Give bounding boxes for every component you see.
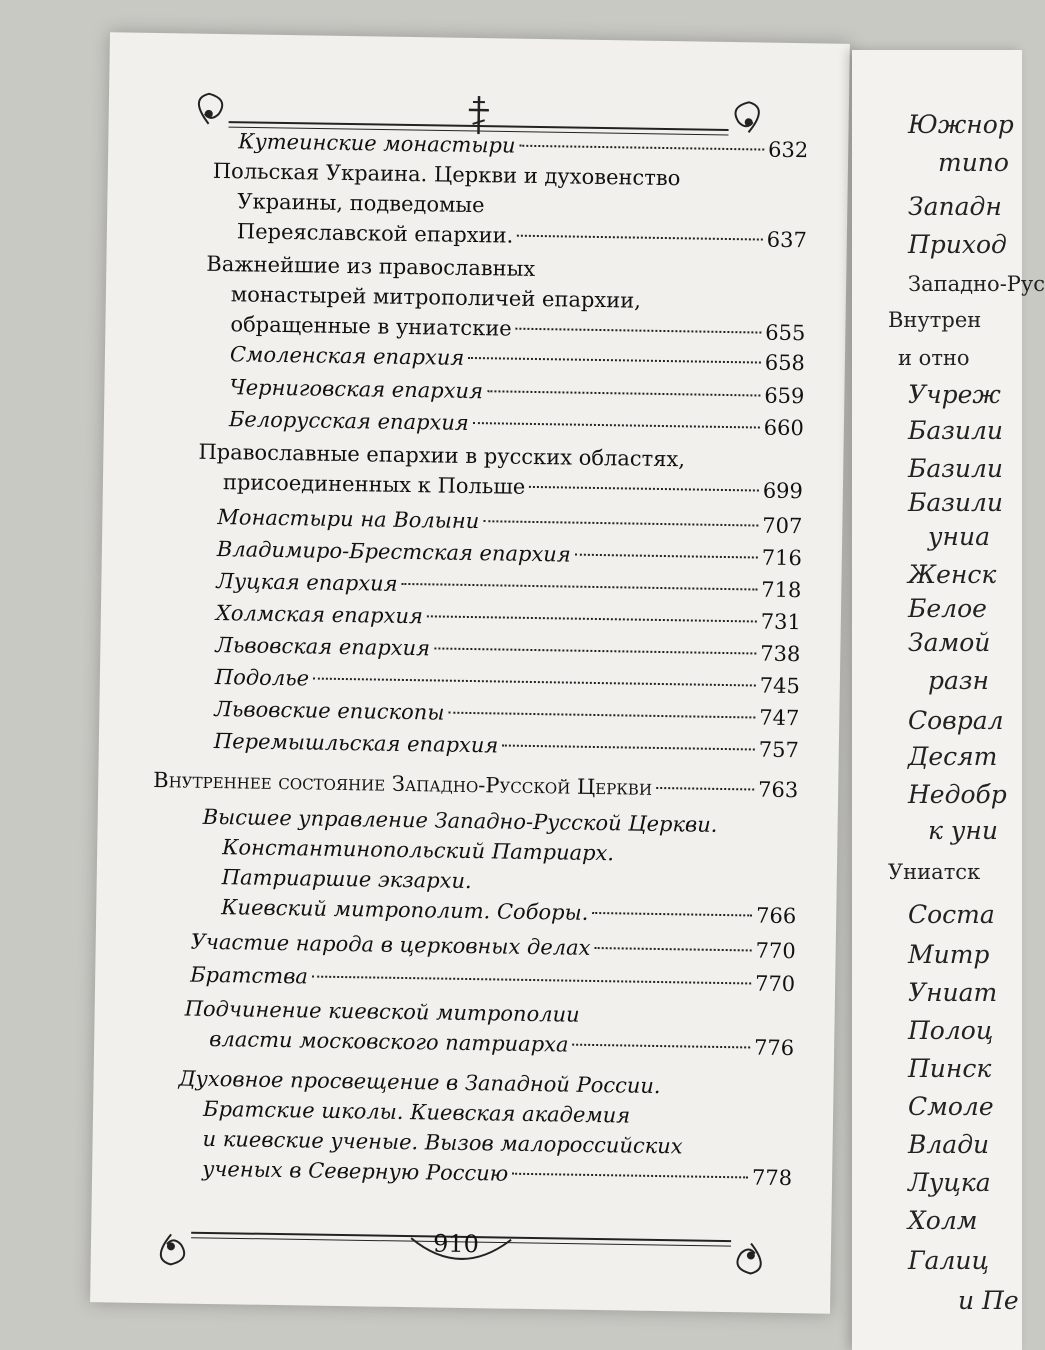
- toc-entry-title: Переяславской епархии.: [237, 216, 514, 250]
- facing-page-line: Соврал: [908, 706, 1004, 735]
- toc-entry: [177, 1063, 794, 1193]
- toc-entry-title: Львовские епископы: [214, 694, 444, 728]
- toc-entry-title: Православные епархии в русских областях,: [198, 440, 685, 472]
- toc-page-number: 745: [760, 671, 801, 702]
- facing-page-line: Униатск: [888, 860, 980, 884]
- facing-page-line: Белое: [908, 594, 987, 623]
- toc-page-number: 757: [759, 735, 800, 766]
- toc-page-number: 738: [760, 639, 801, 670]
- toc-entry: [198, 437, 804, 506]
- orthodox-cross-icon: [468, 96, 489, 134]
- facing-page-line: Базили: [908, 416, 1003, 445]
- facing-page-line: Митр: [908, 940, 989, 969]
- toc-page-number: 655: [765, 318, 806, 349]
- dot-leader: [402, 583, 758, 591]
- dot-leader: [592, 912, 752, 917]
- facing-page-line: Недобр: [908, 780, 1007, 809]
- toc-entry-title: обращенные в униатские: [230, 309, 512, 343]
- toc-page-number: 637: [767, 225, 808, 256]
- toc-page-number: 658: [765, 348, 806, 379]
- facing-page-line: Холм: [908, 1206, 978, 1235]
- toc-page-number: 699: [763, 476, 804, 507]
- dot-leader: [487, 390, 760, 396]
- toc-entry-title: присоединенных к Польше: [223, 467, 526, 502]
- toc-entry-title: Перемышльская епархия: [214, 726, 499, 760]
- toc-entry-title: и киевские ученые. Вызов малороссийских: [202, 1127, 682, 1159]
- toc-page-number: 747: [759, 703, 800, 734]
- dot-leader: [473, 422, 760, 429]
- toc-entry-title: Польская Украина. Церкви и духовенство: [213, 159, 681, 190]
- dot-leader: [434, 647, 756, 654]
- facing-page-line: Базили: [908, 488, 1003, 517]
- dot-leader: [594, 947, 751, 951]
- toc-entry: [212, 156, 808, 255]
- facing-page: [852, 50, 1022, 1350]
- toc-page-number: 707: [762, 511, 803, 542]
- facing-page-line: Галиц: [908, 1246, 989, 1275]
- toc-entry-title: Монастыри на Волыни: [217, 502, 479, 536]
- toc-entry: [205, 249, 806, 348]
- toc-page-number: 778: [752, 1162, 793, 1193]
- toc-entry-title: Луцкая епархия: [216, 566, 398, 599]
- dot-leader: [519, 145, 764, 151]
- toc-page-number: 776: [754, 1033, 795, 1064]
- toc-entry-title: власти московского патриарха: [209, 1024, 569, 1060]
- toc-entry-title: Украины, подведомые: [237, 189, 485, 217]
- dot-leader: [312, 976, 751, 985]
- facing-page-line: Пинск: [908, 1054, 991, 1083]
- toc-entry-title: Львовская епархия: [215, 630, 430, 663]
- dot-leader: [502, 745, 754, 751]
- dot-leader: [468, 357, 761, 364]
- dot-leader: [573, 1044, 751, 1049]
- facing-page-line: Внутрен: [888, 308, 981, 332]
- toc-entry-title: Подолье: [215, 662, 310, 693]
- facing-page-line: к уни: [928, 816, 998, 845]
- toc-entry-title: Киевский митрополит. Соборы.: [221, 892, 589, 928]
- toc-entry-title: Патриаршие экзархи.: [222, 865, 472, 893]
- toc-entry-title: монастырей митрополичей епархии,: [231, 282, 641, 312]
- book-page: [90, 32, 850, 1313]
- facing-page-line: Луцка: [908, 1168, 991, 1197]
- toc-entry-title: Холмская епархия: [216, 598, 423, 631]
- toc-page-number: 632: [768, 135, 809, 166]
- facing-page-line: Влади: [908, 1130, 989, 1159]
- facing-page-line: Южнор: [908, 110, 1014, 139]
- dot-leader: [427, 615, 757, 622]
- toc-entry: [229, 404, 804, 443]
- facing-page-line: Смоле: [908, 1092, 994, 1121]
- toc-entry-title: Участие народа в церковных делах: [191, 927, 591, 963]
- facing-page-line: типо: [938, 148, 1009, 177]
- facing-page-line: Базили: [908, 454, 1003, 483]
- toc-page-number: 770: [755, 936, 796, 967]
- dot-leader: [313, 678, 756, 687]
- facing-page-line: Учреж: [908, 380, 1001, 409]
- dot-leader: [448, 712, 755, 719]
- dot-leader: [516, 328, 762, 334]
- toc-entry: [190, 960, 795, 999]
- table-of-contents: [110, 32, 850, 44]
- toc-entry-title: Смоленская епархия: [230, 339, 465, 373]
- toc-entry-title: Кутеинские монастыри: [238, 126, 516, 160]
- toc-page-number: 716: [762, 543, 803, 574]
- facing-page-line: Десят: [908, 742, 997, 771]
- facing-page-line: Полоц: [908, 1016, 993, 1045]
- toc-entry-title: ученых в Северную Россию: [202, 1154, 509, 1189]
- toc-entry-title: Внутреннее состояние Западно-Русской Церкви: [153, 765, 652, 803]
- toc-entry-title: Белорусская епархия: [229, 404, 469, 438]
- toc-page-number: 718: [761, 575, 802, 606]
- toc-page-number: 660: [764, 413, 805, 444]
- dot-leader: [517, 235, 763, 241]
- toc-entry: [184, 994, 795, 1064]
- toc-entry: [201, 802, 798, 931]
- toc-entry-title: Владимиро-Брестская епархия: [217, 534, 571, 570]
- facing-page-line: Замой: [908, 628, 990, 657]
- dot-leader: [483, 520, 758, 526]
- facing-page-line: и отно: [898, 346, 970, 370]
- toc-entry-title: Высшее управление Западно-Русской Церкви.: [203, 805, 718, 837]
- facing-page-line: Униат: [908, 978, 997, 1007]
- facing-page-line: Западн: [908, 192, 1002, 221]
- dot-leader: [529, 486, 759, 492]
- toc-entry-title: Братские школы. Киевская академия: [203, 1097, 630, 1128]
- toc-page-number: 770: [755, 969, 796, 1000]
- dot-leader: [656, 787, 754, 791]
- toc-entry-title: Константинопольский Патриарх.: [222, 835, 614, 865]
- dot-leader: [575, 554, 758, 559]
- facing-page-line: Приход: [908, 230, 1007, 259]
- toc-page-number: 766: [756, 901, 797, 932]
- facing-page-line: Женск: [908, 560, 996, 589]
- toc-page-number: 763: [758, 775, 799, 806]
- toc-entry-title: Подчинение киевской митрополии: [185, 997, 580, 1027]
- toc-page-number: 659: [764, 381, 805, 412]
- toc-entry: [153, 765, 798, 805]
- dot-leader: [512, 1173, 748, 1179]
- page-number: 910: [416, 1229, 496, 1258]
- toc-entry-title: Важнейшие из православных: [206, 252, 535, 281]
- toc-entry-title: Духовное просвещение в Западной России.: [178, 1066, 660, 1098]
- toc-entry-title: Братства: [190, 960, 308, 992]
- facing-page-line: и Пе: [958, 1286, 1019, 1315]
- facing-page-line: разн: [928, 666, 989, 695]
- toc-entry-title: Черниговская епархия: [229, 372, 483, 406]
- toc-entry: [214, 726, 799, 765]
- toc-page-number: 731: [761, 607, 802, 638]
- facing-page-line: униа: [928, 522, 990, 551]
- facing-page-line: Западно-Рус: [908, 272, 1045, 296]
- facing-page-line: Соста: [908, 900, 995, 929]
